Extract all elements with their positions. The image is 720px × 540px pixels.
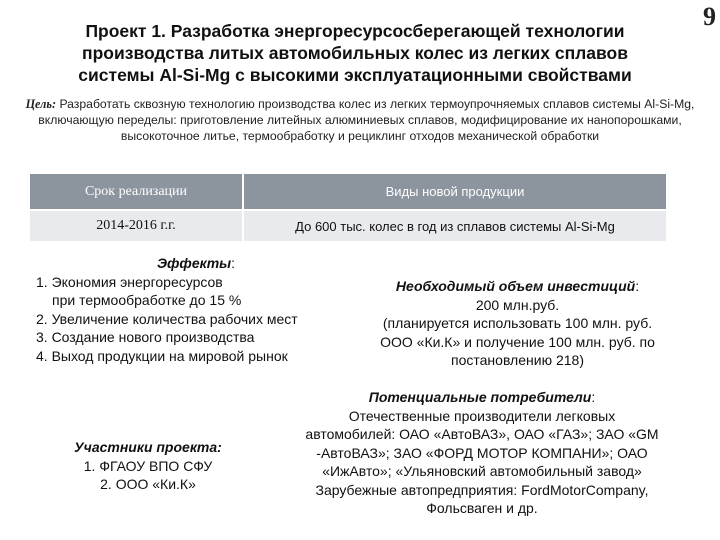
goal-label: Цель:: [25, 97, 57, 111]
list-item: 3. Создание нового производства: [36, 329, 255, 345]
consumers-line: автомобилей: ОАО «АвтоВАЗ», ОАО «ГАЗ»; ЗАО «GM: [305, 426, 659, 442]
investment-heading: Необходимый объем инвестиций:: [395, 278, 640, 294]
effects-list: [36, 273, 356, 366]
list-item: 4. Выход продукции на мировой рынок: [36, 347, 288, 364]
page-title: [30, 20, 680, 86]
list-item: 1. ФГАОУ ВПО СФУ: [83, 457, 213, 474]
consumers-block: [282, 388, 682, 518]
table-row: [30, 210, 666, 241]
consumers-line: «ИжАвто»; «Ульяновский автомобильный завод»: [322, 463, 642, 479]
investment-line: (планируется использовать 100 млн. руб.: [382, 315, 653, 331]
effects-heading: Эффекты:: [156, 255, 235, 271]
page-number: 9: [703, 2, 716, 31]
participants-block: [48, 438, 248, 494]
investment-line: ООО «Ки.К» и получение 100 млн. руб. по: [380, 333, 655, 350]
list-item: при термообработке до 15 %: [52, 292, 242, 308]
effects-block: [36, 254, 356, 365]
header-term: Срок реализации: [30, 174, 243, 210]
consumers-line: Фольсваген и др.: [426, 500, 538, 516]
investment-block: [345, 277, 690, 370]
participants-heading: Участники проекта:: [74, 439, 222, 455]
header-products: Виды новой продукции: [243, 174, 666, 210]
project-summary-table: [30, 174, 666, 241]
table-header-row: [30, 174, 666, 210]
goal-text: Разработать сквозную технологию производства колес из легких термоупрочняемых сплавов системы Al-Si-Mg, включающую переделы: приготовление литейных алюминиевых сплавов, модифицирование их нанопорошками, высокоточное литье, термообработку и рециклинг отходов механической обработки: [38, 97, 695, 143]
title-line: системы Al-Si-Mg с высокими эксплуатационными свойствами: [78, 65, 632, 85]
project-goal: [22, 96, 698, 144]
title-line: производства литых автомобильных колес из легких сплавов: [82, 43, 628, 63]
cell-products: До 600 тыс. колес в год из сплавов системы Al-Si-Mg: [243, 210, 666, 241]
consumers-line: Зарубежные автопредприятия: FordMotorCompany,: [315, 481, 649, 498]
consumers-line: Отечественные производители легковых: [348, 407, 616, 424]
list-item: 1. Экономия энергоресурсов: [36, 273, 223, 290]
cell-term: 2014-2016 г.г.: [30, 210, 243, 241]
investment-line: 200 млн.руб.: [475, 296, 560, 313]
list-item: 2. ООО «Ки.К»: [100, 476, 196, 492]
title-line: Проект 1. Разработка энергоресурсосберегающей технологии: [85, 21, 625, 41]
consumers-line: -АвтоВАЗ»; ЗАО «ФОРД МОТОР КОМПАНИ»; ОАО: [316, 444, 648, 461]
consumers-heading: Потенциальные потребители:: [368, 389, 596, 405]
list-item: 2. Увеличение количества рабочих мест: [36, 310, 298, 327]
investment-line: постановлению 218): [451, 352, 584, 368]
